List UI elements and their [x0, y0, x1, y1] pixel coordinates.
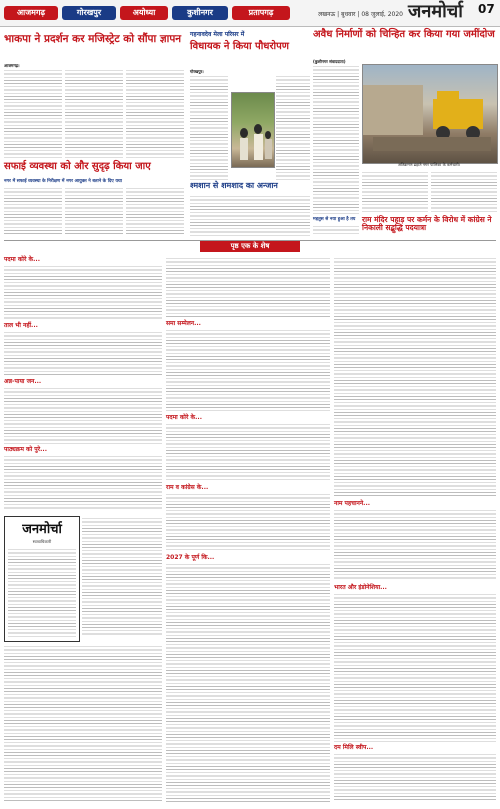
- demolition-photo: [362, 64, 498, 164]
- continuation-body-3: [4, 386, 162, 444]
- section-title-6: पदमा कोरे के...: [166, 414, 202, 421]
- tab-pratapgarh[interactable]: प्रतापगढ़: [232, 6, 290, 20]
- section-title-10: भारत और इंडोनेशिया...: [334, 584, 387, 591]
- story-left-body-1: [4, 68, 62, 160]
- story-right-body-2: [362, 170, 428, 214]
- continuation-body-5: [82, 516, 162, 636]
- section-title-2: ताल भी नहीं...: [4, 322, 38, 329]
- continuation-body-9: [166, 492, 330, 552]
- continuation-body-14: [334, 752, 496, 802]
- section-title-3: अन्न-पाया जन...: [4, 378, 42, 385]
- headline-congress: राम मंदिर पहाड़ पर कर्मन के विरोध में कांग्रेस ने निकाली सद्बुद्धि पदयात्रा: [362, 215, 492, 233]
- continuation-body-10: [166, 562, 330, 802]
- tab-kushinagar[interactable]: कुशीनगर: [172, 6, 228, 20]
- kicker-middle: गहनावदेव मेला परिसर में: [190, 31, 245, 38]
- tree-planting-photo: [231, 92, 275, 168]
- dateline: लखनऊ | बुधवार | 08 जुलाई, 2020: [318, 11, 403, 18]
- story-middle-body-2: [276, 74, 310, 180]
- byline-right: (कुशीनगर संवाददाता): [313, 59, 346, 64]
- continuation-body-7: [166, 328, 330, 412]
- headline-cleanliness: सफाई व्यवस्था को और सुदृढ़ किया जाए: [4, 161, 151, 172]
- tab-azamgarh[interactable]: आजमगढ़: [4, 6, 58, 20]
- story-shamshan-body: [190, 194, 310, 236]
- page-header: [0, 0, 500, 27]
- story-left-body-3: [126, 68, 184, 160]
- section-title-4: पाठ्यक्रम को पुरे...: [4, 446, 47, 453]
- people-silhouette-icon: [232, 93, 274, 167]
- headline-middle: विधायक ने किया पौधरोपण: [190, 41, 290, 52]
- story-cleanliness-body-2: [65, 186, 123, 236]
- story-left-body-2: [65, 68, 123, 160]
- story-right-body-3: [431, 170, 497, 214]
- tab-gorakhpur[interactable]: गोरखपुर: [62, 6, 116, 20]
- story-right-body-1: [313, 64, 359, 214]
- subhead-cleanliness: नगर में सफाई व्यवस्था के निरीक्षण में नगर आयुक्त ने बताने के दिए यथा: [4, 179, 122, 184]
- dateline-middle: गोरखपुर।: [190, 69, 204, 74]
- continuation-body-13: [334, 592, 496, 742]
- imprint-label: स्वत्वाधिकारी: [32, 539, 52, 544]
- story-cleanliness-body-3: [126, 186, 184, 236]
- dateline-left: आजमगढ़।: [4, 63, 20, 68]
- imprint-box: [4, 516, 80, 642]
- continuation-body-1: [4, 264, 162, 320]
- story-congress-body: [313, 224, 359, 236]
- continuation-body-4: [4, 454, 162, 510]
- continued-banner: पृष्ठ एक के शेष: [200, 241, 300, 252]
- headline-shamshan: श्मशान से शमशाद का अन्जान: [190, 181, 278, 190]
- continuation-body-6: [166, 256, 330, 318]
- continuation-body-12: [334, 508, 496, 580]
- imprint-logo: जनमोर्चा: [22, 522, 62, 537]
- headline-right: अवैध निर्माणों को चिन्हित कर किया गया जमींदोज: [313, 29, 495, 40]
- continuation-body-8: [166, 422, 330, 482]
- bulldozer-scene-icon: [363, 65, 497, 163]
- tab-ayodhya[interactable]: अयोध्या: [120, 6, 168, 20]
- continuation-body-2: [4, 330, 162, 376]
- section-title-9: नाम पहचानने...: [334, 500, 371, 507]
- section-title-5: समा सम्मेलन...: [166, 320, 201, 327]
- photo-caption-right: अतिक्रमण ढहाते नगर पालिका के कर्मचारी।: [397, 162, 461, 167]
- continuation-body-11: [334, 256, 496, 496]
- kicker-congress: महतुस से नया हुआ है तय: [313, 217, 356, 222]
- section-title-7: राम व कांग्रेस के...: [166, 484, 209, 491]
- section-title-1: पदमा कोरे के...: [4, 256, 40, 263]
- story-cleanliness-body-1: [4, 186, 62, 236]
- section-title-8: 2027 के पूर्ण कि...: [166, 554, 215, 561]
- imprint-body: [8, 547, 76, 637]
- newspaper-logo: जनमोर्चा: [408, 1, 463, 22]
- section-title-11: दम मिलि स्वीप...: [334, 744, 374, 751]
- continuation-body-15: [4, 644, 162, 802]
- story-middle-body-1: [190, 74, 228, 180]
- page-number: 07: [478, 2, 495, 16]
- headline-left: भाकपा ने प्रदर्शन कर मजिस्ट्रेट को सौंपा ज्ञापन: [4, 33, 182, 45]
